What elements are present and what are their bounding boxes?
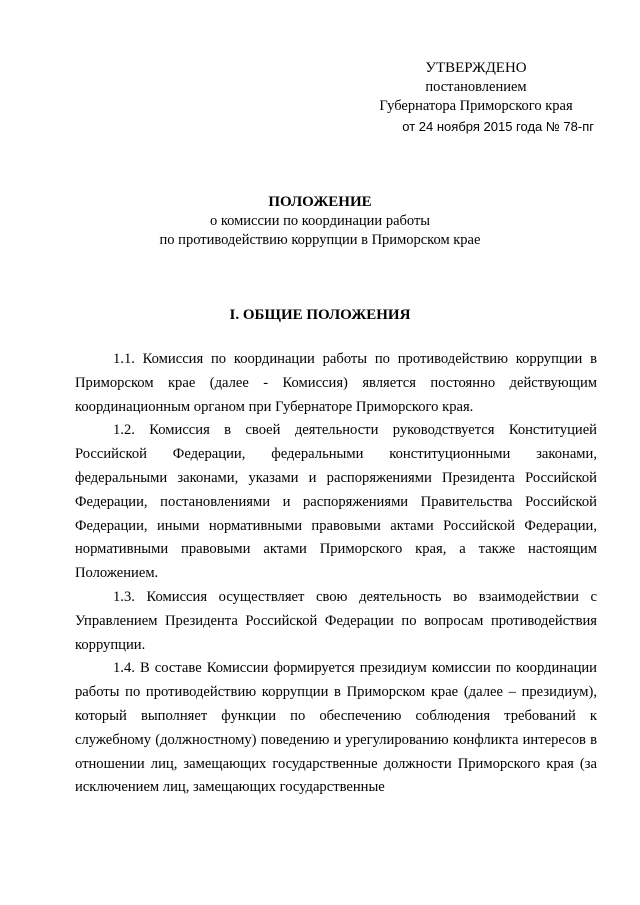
document-subtitle-line-2: по противодействию коррупции в Приморском крае bbox=[159, 232, 481, 248]
paragraph-1-1: 1.1. Комиссия по координации работы по противодействию коррупции в Приморском крае (далее - Комиссия) является постоянно действующим координационным органом при Губернаторе Приморского края. bbox=[75, 351, 597, 415]
document-body bbox=[75, 348, 597, 800]
document-title-block bbox=[60, 192, 580, 250]
paragraph-1-2: 1.2. Комиссия в своей деятельности руководствуется Конституцией Российской Федерации, федеральными конституционными законами, федеральными законами, указами и распоряжениями Президента Российской Федерации, постановлениями и распоряжениями Правительства Российской Федерации, иными нормативными правовыми актами Российской Федерации, нормативными правовыми актами Приморского края, а также настоящим Положением. bbox=[75, 422, 597, 582]
approval-date-line: от 24 ноября 2015 года № 78-пг bbox=[402, 119, 594, 134]
document-subtitle-line-1: о комиссии по координации работы bbox=[209, 213, 431, 229]
section-heading: I. ОБЩИЕ ПОЛОЖЕНИЯ bbox=[229, 307, 411, 323]
approval-governor-line: Губернатора Приморского края bbox=[379, 98, 573, 114]
approval-decree-line: постановлением bbox=[425, 79, 527, 95]
approval-stamp bbox=[356, 58, 596, 136]
approved-label: УТВЕРЖДЕНО bbox=[425, 60, 527, 76]
paragraph-1-3: 1.3. Комиссия осуществляет свою деятельность во взаимодействии с Управлением Президента Российской Федерации по вопросам противодействия коррупции. bbox=[75, 588, 597, 653]
document-title: ПОЛОЖЕНИЕ bbox=[268, 194, 372, 210]
paragraph-1-4: 1.4. В составе Комиссии формируется президиум комиссии по координации работы по противодействию коррупции в Приморском крае (далее – президиум), который выполняет функции по обеспечению соблюдения требований к служебному (должностному) поведению и урегулированию конфликта интересов в отношении лиц, замещающих государственные должности Приморского края (за исключением лиц, замещающих государственные bbox=[75, 660, 597, 796]
